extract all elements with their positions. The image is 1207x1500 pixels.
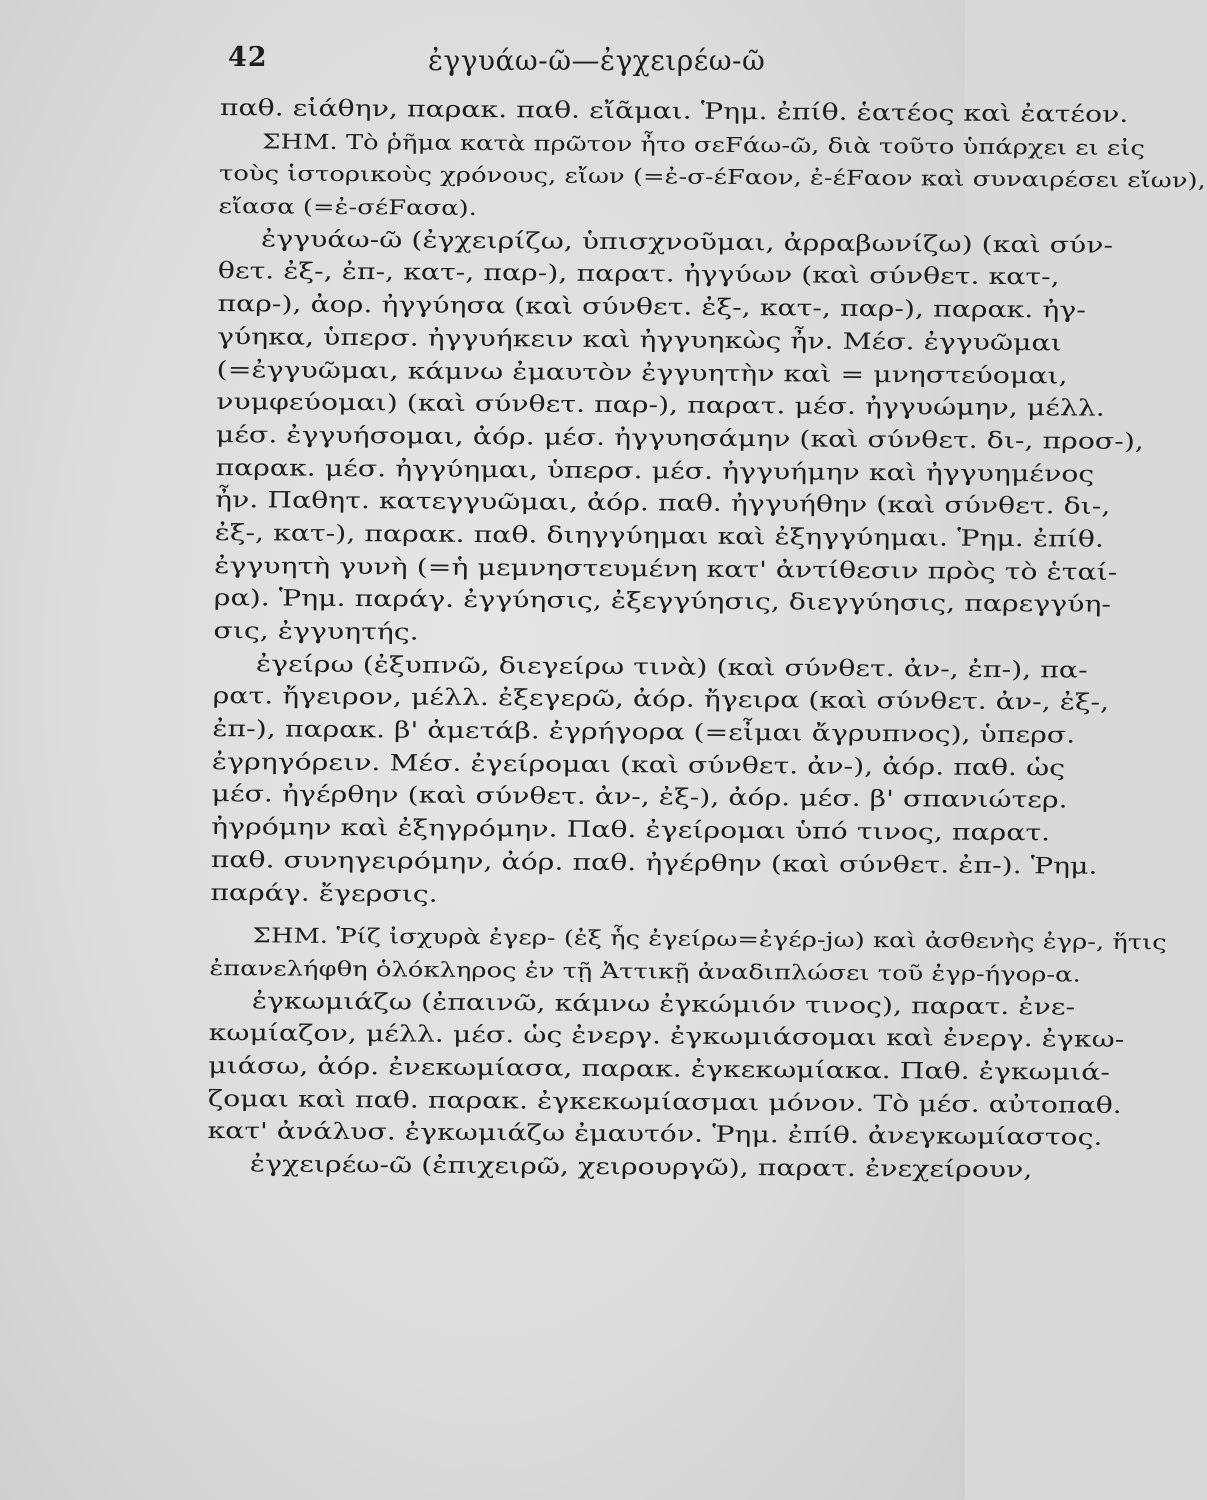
text-line: γύηκα, ὑπερσ. ἠγγυήκειν καὶ ἠγγυηκὼς ἦν. Μέσ. ἐγγυῶμαι	[216, 323, 1062, 357]
text-line: ἐξ-, κατ-), παρακ. παθ. διηγγύημαι καὶ ἐξηγγύημαι. Ῥημ. ἐπίθ.	[214, 519, 1105, 553]
entry-encheireo-line: ἐγχειρέω-ῶ (ἐπιχειρῶ, χειρουργῶ), παρατ. ἐνεχείρουν,	[249, 1151, 1033, 1184]
text-line: θετ. ἐξ-, ἐπ-, κατ-, παρ-), παρατ. ἠγγύων (καὶ σύνθετ. κατ-,	[217, 258, 1060, 291]
running-head: ἐγγυάω-ῶ—ἐγχειρέω-ῶ	[428, 44, 766, 77]
note-line: ἐπανελήφθη ὁλόκληρος ἐν τῇ Ἀττικῇ ἀναδιπλώσει τοῦ ἐγρ-ήγορ-α.	[209, 955, 1081, 987]
note-line: ΣΗΜ. Ῥίζ ἰσχυρὰ ἐγερ- (ἐξ ἧς ἐγείρω=ἐγέρ-jω) καὶ ἀσθενὴς ἐγρ-, ἥτις	[252, 923, 1167, 955]
text-line: μέσ. ἠγέρθην (καὶ σύνθετ. ἀν-, ἐξ-), ἀόρ. μέσ. β' σπανιώτερ.	[211, 781, 1068, 814]
text-line: παρ-), ἀορ. ἠγγύησα (καὶ σύνθετ. ἐξ-, κατ-, παρ-), παρακ. ἠγ-	[217, 291, 1087, 324]
text-line: ρατ. ἤγειρον, μέλλ. ἐξεγερῶ, ἀόρ. ἤγειρα (καὶ σύνθετ. ἀν-, ἐξ-,	[212, 683, 1110, 717]
text-line: παθ. εἱάθην, παρακ. παθ. εἴᾶμαι. Ῥημ. ἐπίθ. ἑατέος καὶ ἐατέον.	[219, 94, 1129, 128]
text-line: (=ἐγγυῶμαι, κάμνω ἐμαυτὸν ἐγγυητὴν καὶ = μνηστεύομαι,	[216, 356, 1068, 389]
note-line: ΣΗΜ. Τὸ ῥῆμα κατὰ πρῶτον ἦτο σεFάω-ῶ, διὰ τοῦτο ὑπάρχει ει εἰς	[262, 129, 1146, 160]
text-line: ἦν. Παθητ. κατεγγυῶμαι, ἀόρ. παθ. ἠγγυήθην (καὶ σύνθετ. δι-,	[214, 487, 1111, 521]
text-line: σις, ἐγγυητής.	[213, 617, 419, 646]
note-line: εἴασα (=ἐ-σέFασα).	[218, 194, 478, 221]
text-line: ἐγγυητὴ γυνὴ (=ἡ μεμνηστευμένη κατ' ἀντίθεσιν πρὸς τὸ ἑταί-	[214, 552, 1118, 586]
page-header	[228, 38, 785, 78]
text-line: κωμίαζον, μέλλ. μέσ. ὡς ἐνεργ. ἐγκωμιάσομαι καὶ ἐνεργ. ἐγκω-	[208, 1020, 1125, 1054]
entry-egguao-line: ἐγγυάω-ῶ (ἐγχειρίζω, ὑπισχνοῦμαι, ἀρραβωνίζω) (καὶ σύν-	[260, 226, 1114, 259]
text-line: παράγ. ἔγερσις.	[210, 879, 438, 908]
text-line: ρα). Ῥημ. παράγ. ἐγγύησις, ἐξεγγύησις, διεγγύησις, παρεγγύη-	[213, 585, 1112, 619]
entry-enkomiazo-line: ἐγκωμιάζω (ἐπαινῶ, κάμνω ἐγκώμιόν τινος), παρατ. ἐνε-	[251, 987, 1076, 1021]
text-line: μέσ. ἐγγυήσομαι, ἀόρ. μέσ. ἠγγυησάμην (καὶ σύνθετ. δι-, προσ-),	[215, 421, 1145, 455]
page-number: 42	[228, 42, 268, 73]
note-line: τοὺς ἱστορικοὺς χρόνους, εἴων (=ἐ-σ-έFαον, ἐ-έFαον καὶ συναιρέσει εἴων),	[218, 161, 1206, 193]
text-line: ζομαι καὶ παθ. παρακ. ἐγκεκωμίασμαι μόνον. Τὸ μέσ. αὐτοπαθ.	[207, 1085, 1122, 1119]
text-line: νυμφεύομαι) (καὶ σύνθετ. παρ-), παρατ. μέσ. ἠγγυώμην, μέλλ.	[216, 389, 1106, 422]
text-line: ἠγρόμην καὶ ἐξηγρόμην. Παθ. ἐγείρομαι ὑπό τινος, παρατ.	[210, 814, 1051, 847]
text-line: μιάσω, ἀόρ. ἐνεκωμίασα, παρακ. ἐγκεκωμίακα. Παθ. ἐγκωμιά-	[208, 1052, 1111, 1086]
text-line: παρακ. μέσ. ἠγγύημαι, ὑπερσ. μέσ. ἠγγυήμην καὶ ἠγγυημένος	[215, 454, 1095, 488]
entry-egeiro-line: ἐγείρω (ἐξυπνῶ, διεγείρω τινὰ) (καὶ σύνθετ. ἀν-, ἐπ-), πα-	[255, 650, 1088, 684]
text-line: ἐπ-), παρακ. β' ἀμετάβ. ἐγρήγορα (=εἶμαι ἄγρυπνος), ὑπερσ.	[212, 716, 1076, 749]
text-line: παθ. συνηγειρόμην, ἀόρ. παθ. ἠγέρθην (καὶ σύνθετ. ἐπ-). Ῥημ.	[210, 846, 1098, 880]
dictionary-body	[207, 92, 1206, 1186]
text-line: ἐγρηγόρειν. Μέσ. ἐγείρομαι (καὶ σύνθετ. ἀν-), ἀόρ. παθ. ὡς	[211, 748, 1066, 782]
text-line: κατ' ἀνάλυσ. ἐγκωμιάζω ἐμαυτόν. Ῥημ. ἐπίθ. ἀνεγκωμίαστος.	[207, 1118, 1103, 1152]
